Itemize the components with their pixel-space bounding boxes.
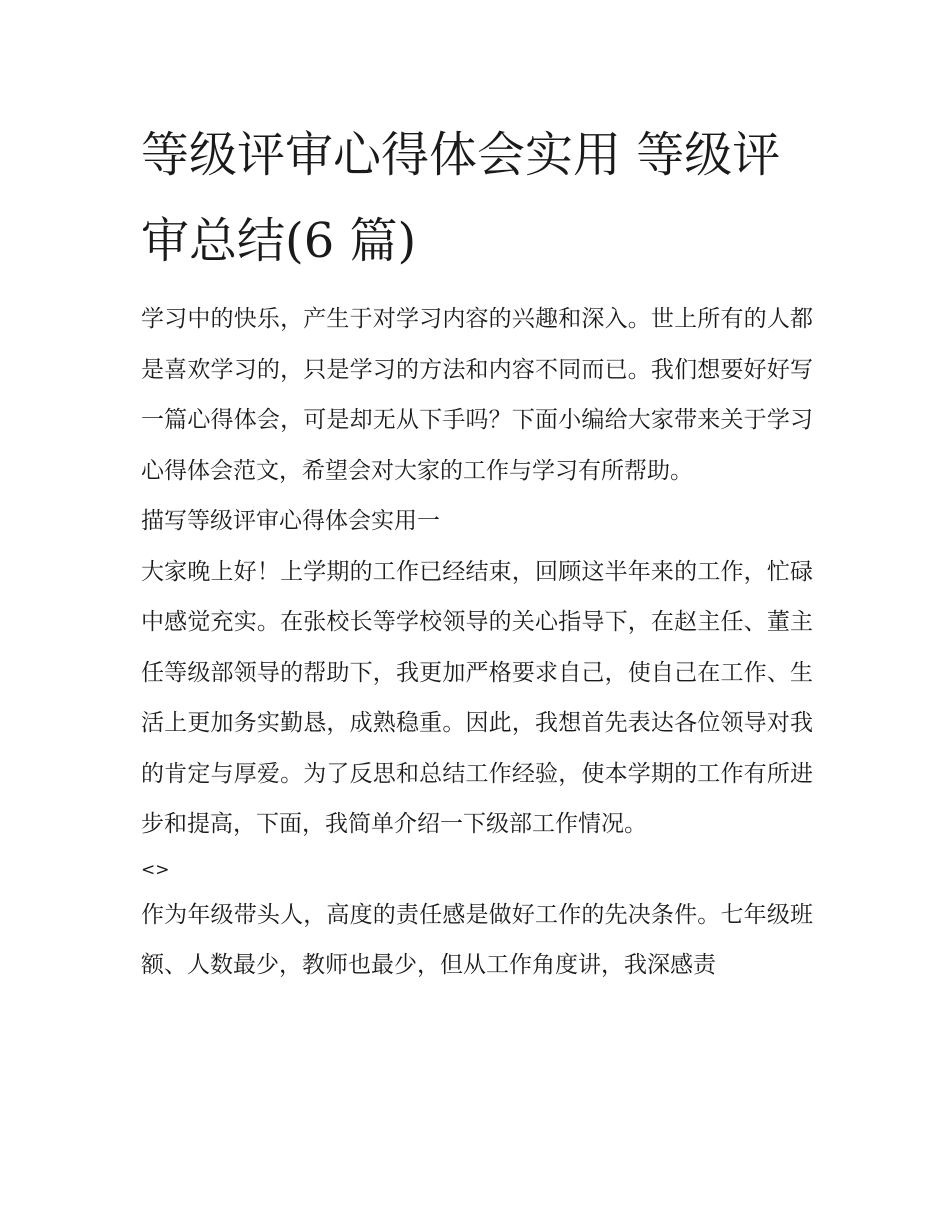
body-paragraph-2: 作为年级带头人，高度的责任感是做好工作的先决条件。七年级班额、人数最少，教师也最少，但从工作角度讲，我深感责 xyxy=(141,901,813,978)
document-page xyxy=(141,112,813,991)
document-title: 等级评审心得体会实用 等级评审总结(6 篇) xyxy=(141,127,781,269)
body-paragraph-1: 大家晚上好！上学期的工作已经结束，回顾这半年来的工作，忙碌中感觉充实。在张校长等学校领导的关心指导下，在赵主任、董主任等级部领导的帮助下，我更加严格要求自己，使自己在工作、生活上更加务实勤恳，成熟稳重。因此，我想首先表达各位领导对我的肯定与厚爱。为了反思和总结工作经验，使本学期的工作有所进步和提高，下面，我简单介绍一下级部工作情况。 xyxy=(141,558,813,837)
intro-paragraph: 学习中的快乐，产生于对学习内容的兴趣和深入。世上所有的人都是喜欢学习的，只是学习的方法和内容不同而已。我们想要好好写一篇心得体会，可是却无从下手吗？下面小编给大家带来关于学习心得体会范文，希望会对大家的工作与学习有所帮助。 xyxy=(141,306,813,484)
separator-mark: <> xyxy=(141,859,170,880)
section-heading: 描写等级评审心得体会实用一 xyxy=(141,508,440,534)
